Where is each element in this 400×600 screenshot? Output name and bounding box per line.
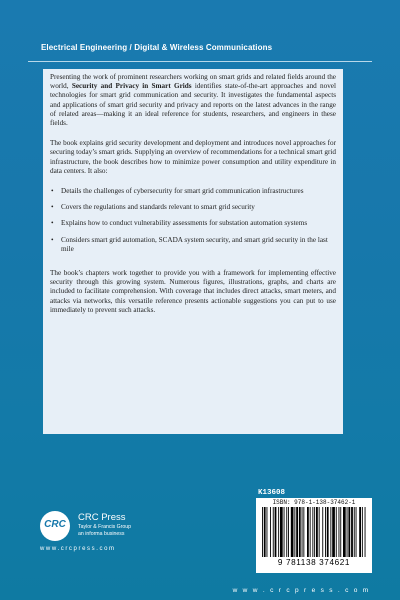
barcode-bar <box>288 507 289 557</box>
barcode-bar <box>348 507 350 557</box>
feature-item: • Details the challenges of cybersecurity for smart grid communication infrastructures <box>50 187 336 196</box>
barcode-bar <box>307 507 309 557</box>
publisher-url[interactable]: www.crcpress.com <box>40 546 116 552</box>
barcode-bar <box>332 507 335 557</box>
barcode-bar <box>351 507 353 557</box>
feature-list <box>50 187 336 254</box>
header-divider <box>28 61 372 62</box>
barcode-bar <box>340 507 341 557</box>
barcode-bar <box>294 507 295 557</box>
barcode-bar <box>325 507 326 557</box>
barcode-bar <box>280 507 283 557</box>
barcode-bar <box>275 507 277 557</box>
barcode-bar <box>296 507 298 557</box>
barcode-bar <box>359 507 361 557</box>
catalog-code: K13608 <box>258 489 286 497</box>
publisher-informa: an informa business <box>78 531 125 537</box>
barcode-bars <box>262 507 366 557</box>
intro-paragraph <box>50 73 336 128</box>
feature-item: • Covers the regulations and standards relevant to smart grid security <box>50 203 336 212</box>
feature-item: • Considers smart grid automation, SCADA system security, and smart grid security in the last mile <box>50 236 336 254</box>
barcode-bar <box>365 507 366 557</box>
barcode-number: 9 781138 374621 <box>277 558 351 567</box>
barcode-bar <box>362 507 363 557</box>
barcode-bar <box>314 507 315 557</box>
barcode-bar <box>291 507 294 557</box>
barcode-bar <box>336 507 337 557</box>
barcode-bar <box>343 507 346 557</box>
barcode-bar <box>327 507 329 557</box>
barcode-bar <box>286 507 287 557</box>
barcode-bar <box>339 507 340 557</box>
barcode-bar <box>267 507 268 557</box>
barcode-bar <box>319 507 320 557</box>
barcode-bar <box>310 507 311 557</box>
barcode-bar <box>354 507 355 557</box>
barcode-bar <box>299 507 301 557</box>
barcode-bar <box>312 507 313 557</box>
barcode-bar <box>302 507 303 557</box>
website-url[interactable]: w w w . c r c p r e s s . c o m <box>232 587 370 594</box>
intro-text-start: Presenting the work of prominent researchers working on smart grids and related fields around the world, <box>50 73 336 91</box>
barcode-bar <box>330 507 331 557</box>
barcode-bar <box>322 507 323 557</box>
crc-logo-text: CRC <box>44 519 66 530</box>
closing-paragraph: The book’s chapters work together to provide you with a framework for implementing effective security through this growing system. Numerous figures, illustrations, graphs, and charts are included to facilitate comprehension. With coverage that includes direct attacks, smart meters, and attacks via networks, this versatile reference presents actionable suggestions you can put to use immediately to prevent such attacks. <box>50 269 336 314</box>
intro-text-end: identifies state-of-the-art approaches and novel technologies for smart grid communication and security. It investigates the fundamental aspects and applications of smart grid security and privacy and reports on the latest advances in the range of related areas—making it an ideal reference for students, researchers, and engineers in these fields. <box>50 82 336 128</box>
barcode-bar <box>278 507 279 557</box>
subject-category: Electrical Engineering / Digital & Wireless Communications <box>41 43 273 52</box>
overview-paragraph: The book explains grid security development and deployment and introduces novel approaches for securing today’s smart grids. Supplying an overview of recommendations for a technical smart grid infrastructure, the book describes how to minimize power consumption and utility expenditure in data centers. It also: <box>50 139 336 175</box>
barcode-bar <box>284 507 285 557</box>
barcode-bar <box>264 507 266 557</box>
barcode-bar <box>262 507 263 557</box>
barcode-bar <box>303 507 304 557</box>
description-panel <box>43 69 343 434</box>
crc-logo <box>40 511 70 541</box>
publisher-group: Taylor & Francis Group <box>78 524 132 530</box>
barcode-bar <box>270 507 271 557</box>
barcode-bar <box>356 507 357 557</box>
publisher-name: CRC Press <box>78 512 126 523</box>
feature-item: • Explains how to conduct vulnerability assessments for substation automation systems <box>50 219 336 228</box>
barcode-bar <box>273 507 274 557</box>
book-title-inline: Security and Privacy in Smart Grids <box>71 82 192 91</box>
barcode-bar <box>316 507 318 557</box>
isbn-label: ISBN: 978-1-138-37462-1 <box>272 499 356 506</box>
barcode-bar <box>347 507 348 557</box>
isbn-barcode <box>256 498 372 573</box>
